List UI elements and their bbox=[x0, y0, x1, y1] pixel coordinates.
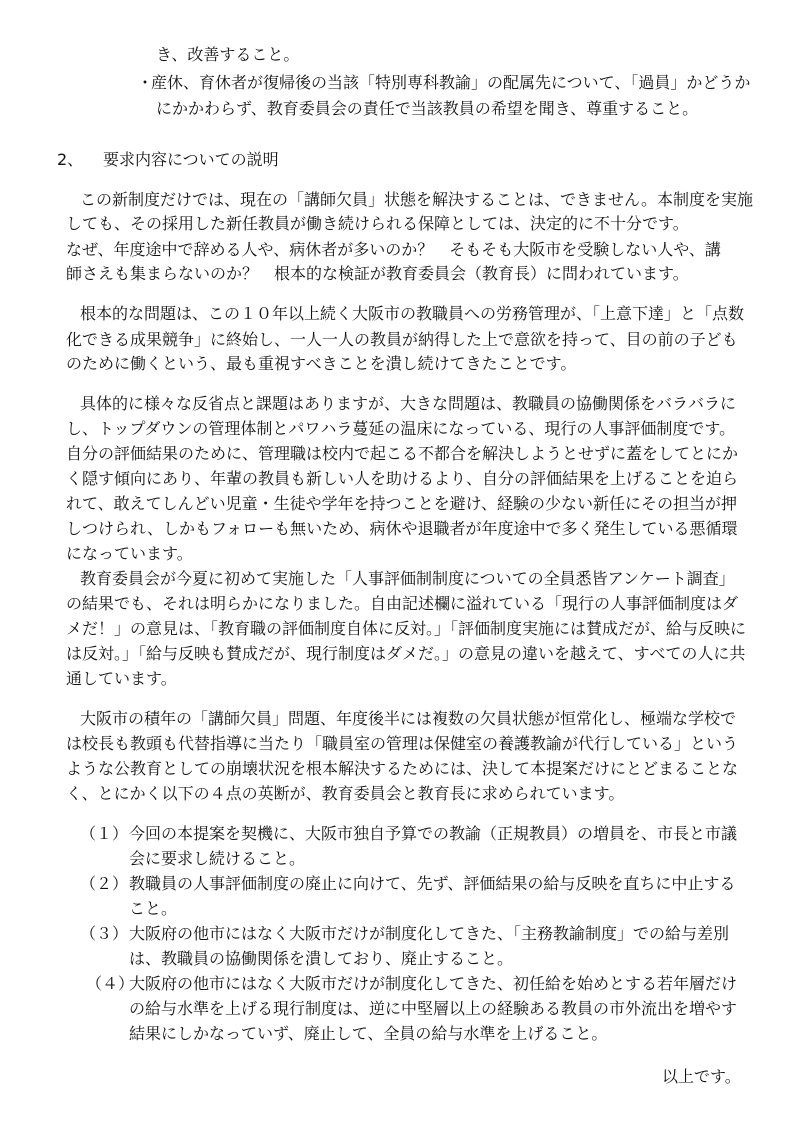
demand-number: （２） bbox=[80, 874, 129, 893]
demand-number: （１） bbox=[80, 824, 129, 843]
paragraph-line: れて、敢えてしんどい児童・生徒や学年を持つことを避け、経験の少ない新任にその担当が押 bbox=[66, 494, 738, 513]
demand-line: 今回の本提案を契機に、大阪市独自予算での教諭（正規教員）の増員を、市長と市議 bbox=[129, 824, 738, 843]
paragraph-line: なぜ、年度途中で辞める人や、病休者が多いのか？ そもそも大阪市を受験しない人や、講 bbox=[66, 240, 721, 259]
paragraph-line: 具体的に様々な反省点と課題はありますが、大きな問題は、教職員の協働関係をバラバラに bbox=[80, 394, 737, 413]
paragraph-line: 根本的な問題は、この１０年以上続く大阪市の教職員への労務管理が、「上意下達」と「点数 bbox=[80, 304, 745, 323]
paragraph-line: のために働くという、最も重視すべきことを潰し続けてきたことです。 bbox=[66, 354, 577, 373]
paragraph-line: しても、その採用した新任教員が働き続けられる保障としては、決定的に不十分です。 bbox=[66, 214, 689, 233]
paragraph-line: は反対。」「給与反映も賛成だが、現行制度はダメだ。」の意見の違いを越えて、すべての人に共 bbox=[66, 644, 746, 663]
demand-number: （４） bbox=[86, 974, 135, 993]
demand-line: 大阪府の他市にはなく大阪市だけが制度化してきた、「主務教諭制度」での給与差別 bbox=[129, 924, 730, 943]
paragraph-line: 通しています。 bbox=[66, 669, 177, 688]
closing-text: 以上です。 bbox=[662, 1067, 741, 1086]
demand-line: 会に要求し続けること。 bbox=[129, 849, 306, 868]
section-number: 2、 bbox=[57, 150, 84, 169]
paragraph-line: 大阪市の積年の「講師欠員」問題、年度後半には複数の欠員状態が恒常化し、極端な学校で bbox=[80, 709, 737, 728]
paragraph-line: く隠す傾向にあり、年輩の教員も新しい人を助けるより、自分の評価結果を上げることを迫ら bbox=[66, 469, 739, 488]
paragraph-line: し、トップダウンの管理体制とパワハラ蔓延の温床になっている、現行の人事評価制度です。 bbox=[66, 419, 736, 438]
demand-line: 結果にしかなっていず、廃止して、全員の給与水準を上げること。 bbox=[129, 1024, 608, 1043]
demand-line: こと。 bbox=[129, 899, 178, 918]
demand-line: 大阪府の他市にはなく大阪市だけが制度化してきた、初任給を始めとする若年層だけ bbox=[129, 974, 738, 993]
paragraph-line: この新制度だけでは、現在の「講師欠員」状態を解決することは、できません。本制度を実施 bbox=[80, 190, 753, 209]
demand-number: （３） bbox=[80, 924, 129, 943]
paragraph-line: の結果でも、それは明らかになりました。自由記述欄に溢れている「現行の人事評価制度はダ bbox=[66, 594, 739, 613]
demand-line: 教職員の人事評価制度の廃止に向けて、先ず、評価結果の給与反映を直ちに中止する bbox=[129, 874, 736, 893]
bullet-mark: ・ bbox=[137, 73, 154, 92]
continuation-line: き、改善すること。 bbox=[156, 45, 300, 64]
paragraph-line: く、とにかく以下の４点の英断が、教育委員会と教育長に求められています。 bbox=[66, 784, 625, 803]
demand-line: の給与水準を上げる現行制度は、逆に中堅層以上の経験ある教員の市外流出を増やす bbox=[129, 999, 738, 1018]
section-title: 要求内容についての説明 bbox=[103, 150, 279, 169]
section-heading bbox=[57, 149, 279, 171]
paragraph-line: は校長も教頭も代替指導に当たり「職員室の管理は保健室の養護教諭が代行している」という bbox=[66, 734, 739, 753]
paragraph-line: 教育委員会が今夏に初めて実施した「人事評価制制度についての全員悉皆アンケート調査」 bbox=[80, 569, 735, 588]
bullet-line: 産休、育休者が復帰後の当該「特別専科教諭」の配属先について、「過員」かどうか bbox=[151, 73, 751, 92]
paragraph-line: になっています。 bbox=[66, 544, 193, 563]
paragraph-line: 化できる成果競争」に終始し、一人一人の教員が納得した上で意欲を持って、目の前の子ども bbox=[66, 330, 738, 349]
paragraph-line: 自分の評価結果のために、管理職は校内で起こる不都合を解決しようとせずに蓋をしてとにか bbox=[66, 444, 739, 463]
demand-line: は、教職員の協働関係を潰しており、廃止すること。 bbox=[129, 949, 514, 968]
paragraph-line: ような公教育としての崩壊状況を根本解決するためには、決して本提案だけにとどまることな bbox=[66, 759, 739, 778]
paragraph-line: メだ！」の意見は、「教育職の評価制度自体に反対。」「評価制度実施には賛成だが、給与反映に bbox=[66, 619, 747, 638]
bullet-item bbox=[137, 72, 750, 94]
paragraph-line: しつけられ、しかもフォローも無いため、病休や退職者が年度途中で多く発生している悪循環 bbox=[66, 519, 738, 538]
bullet-line: にかかわらず、教育委員会の責任で当該教員の希望を聞き、尊重すること。 bbox=[156, 99, 699, 118]
paragraph-line: 師さえも集まらないのか？ 根本的な検証が教育委員会（教育長）に問われています。 bbox=[66, 264, 689, 283]
